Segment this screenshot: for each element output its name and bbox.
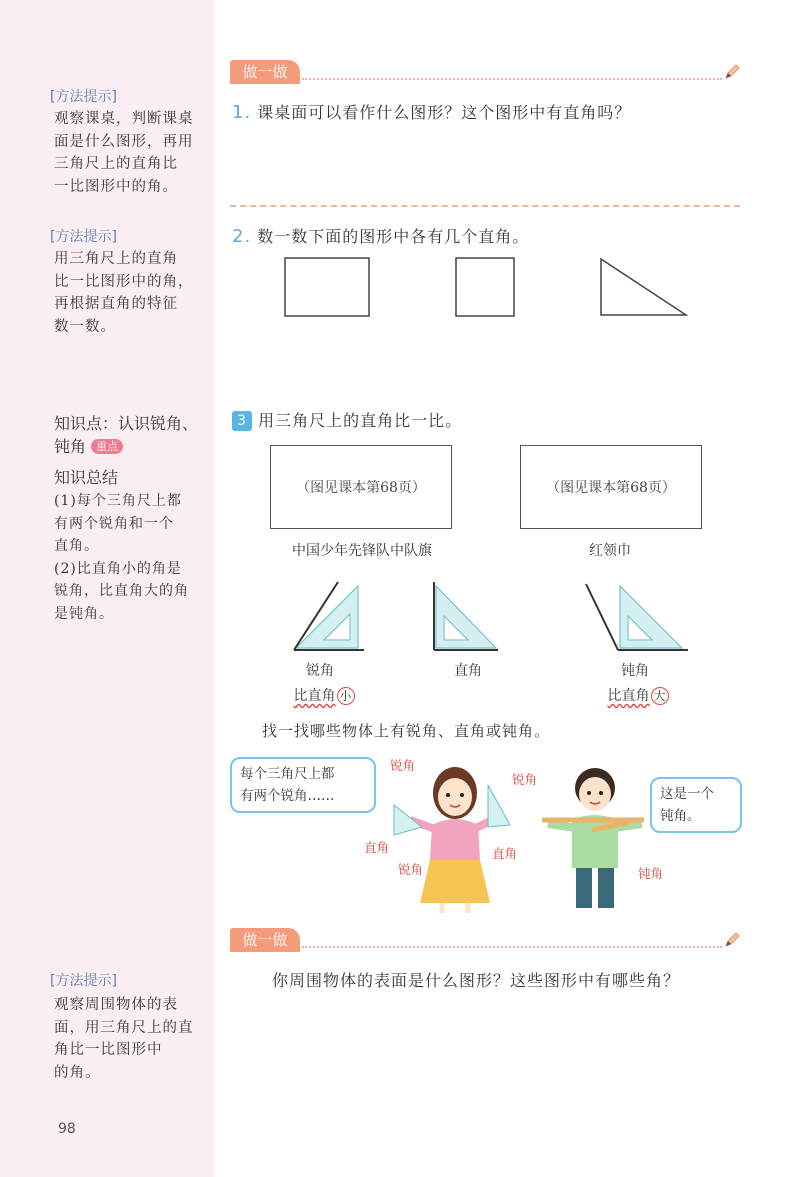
obtuse-angle-label: 钝角	[638, 866, 664, 881]
acute-angle-label: 锐角	[390, 758, 416, 773]
right-angle-label: 直角	[492, 846, 518, 861]
question-number: 2.	[232, 226, 252, 247]
tip-line: 数一数。	[54, 318, 116, 335]
compare-text: 比直角	[293, 688, 336, 704]
angle-compare	[598, 685, 678, 705]
angle-name: 锐角	[306, 663, 334, 679]
bubble-line: 这是一个	[660, 786, 714, 802]
right-angle-diagram	[430, 578, 502, 654]
right-triangle-shape	[598, 256, 690, 318]
picture-placeholder	[520, 445, 702, 529]
key-point-badge: 重点	[91, 439, 123, 454]
method-tip-tag: [方法提示]	[50, 229, 117, 245]
picture-note: （图见课本第68页）	[546, 480, 676, 496]
summary-line: (1)每个三角尺上都	[54, 493, 182, 509]
compare-text: 比直角	[607, 688, 650, 704]
angle-compare	[284, 685, 364, 705]
boy-illustration	[540, 758, 650, 914]
find-instruction: 找一找哪些物体上有锐角、直角或钝角。	[262, 722, 551, 740]
method-tip-tag: [方法提示]	[50, 973, 117, 989]
pencil-icon	[724, 932, 740, 948]
circled-answer: 小	[337, 687, 355, 705]
practice-header-label: 做一做	[230, 60, 300, 84]
tip-line: 再根据直角的特征	[54, 296, 178, 312]
practice-header	[230, 60, 740, 84]
angle-name: 直角	[454, 663, 482, 679]
tip-line: 面，用三角尺上的直	[54, 1019, 194, 1036]
obtuse-angle-diagram	[582, 578, 692, 654]
header-divider	[302, 946, 722, 948]
picture-caption: 中国少年先锋队中队旗	[292, 543, 432, 559]
knowledge-point-line1: 知识点：认识锐角、	[54, 414, 199, 433]
question-text: 课桌面可以看作什么图形？这个图形中有直角吗？	[257, 103, 632, 122]
right-angle-label: 直角	[364, 840, 390, 855]
boy-speech-bubble	[650, 777, 742, 833]
question-number-badge: 3	[232, 411, 252, 431]
picture-caption: 红领巾	[589, 543, 631, 559]
tip-line: 一比图形中的角。	[54, 178, 178, 195]
girl-speech-bubble	[230, 757, 376, 813]
acute-angle-label: 锐角	[398, 862, 424, 877]
method-tip-text	[54, 994, 194, 1084]
knowledge-point-title	[54, 412, 198, 458]
summary-line: 直角。	[54, 538, 99, 554]
question-2	[232, 224, 529, 247]
question-3	[232, 408, 462, 431]
tip-line: 的角。	[54, 1064, 101, 1081]
acute-angle-diagram	[288, 578, 368, 654]
acute-angle-label: 锐角	[512, 772, 538, 787]
header-divider	[302, 78, 722, 80]
summary-line: 锐角，比直角大的角	[54, 583, 189, 599]
bubble-line: 有两个锐角……	[240, 788, 335, 804]
method-tip-text	[54, 108, 194, 198]
question-text: 数一数下面的图形中各有几个直角。	[257, 227, 530, 246]
question-number: 1.	[232, 102, 252, 123]
tip-line: 面是什么图形，再用	[54, 133, 194, 150]
pencil-icon	[724, 64, 740, 80]
practice-question: 你周围物体的表面是什么图形？这些图形中有哪些角？	[272, 971, 681, 990]
question-text: 用三角尺上的直角比一比。	[258, 411, 463, 430]
tip-line: 比一比图形中的角，	[54, 273, 194, 290]
summary-line: 是钝角。	[54, 605, 114, 622]
tip-line: 观察课桌，判断课桌	[54, 111, 194, 127]
practice-header-label: 做一做	[230, 928, 300, 952]
method-tip-text	[54, 248, 194, 338]
knowledge-point-line2: 钝角	[54, 437, 87, 456]
tip-line: 用三角尺上的直角	[54, 251, 178, 267]
knowledge-summary-text	[54, 490, 189, 625]
picture-note: （图见课本第68页）	[296, 480, 426, 496]
circled-answer: 大	[651, 687, 669, 705]
summary-line: 有两个锐角和一个	[54, 515, 174, 532]
bubble-line: 每个三角尺上都	[240, 766, 335, 782]
knowledge-summary-title: 知识总结	[54, 468, 119, 487]
practice-header	[230, 928, 740, 952]
question-1	[232, 100, 631, 123]
sidebar	[0, 0, 214, 1177]
method-tip-tag: [方法提示]	[50, 89, 117, 105]
tip-line: 角比一比图形中	[54, 1042, 163, 1058]
tip-line: 三角尺上的直角比	[54, 156, 178, 172]
page-number: 98	[58, 1121, 76, 1137]
angle-name: 钝角	[621, 663, 649, 679]
bubble-line: 钝角。	[660, 808, 701, 824]
summary-line: (2)比直角小的角是	[54, 560, 182, 577]
tip-line: 观察周围物体的表	[54, 997, 178, 1013]
girl-illustration	[380, 755, 530, 915]
rectangle-shape	[283, 256, 373, 318]
square-shape	[454, 256, 518, 318]
dashed-divider	[230, 205, 740, 207]
picture-placeholder	[270, 445, 452, 529]
